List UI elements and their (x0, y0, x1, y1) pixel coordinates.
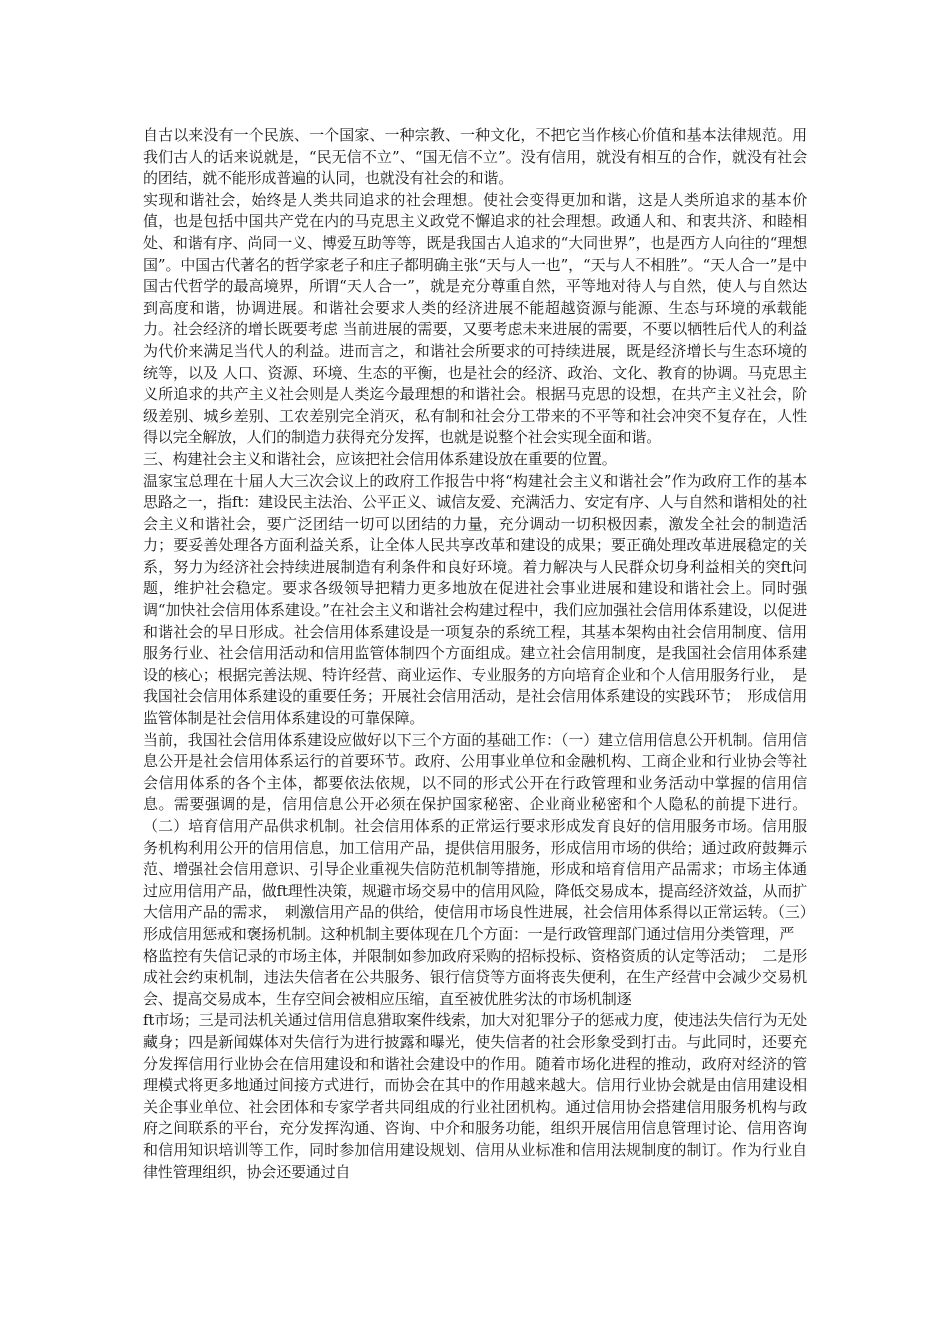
paragraph-judicial-and-associations: ft市场；三是司法机关通过信用信息猎取案件线索，加大对犯罪分子的惩戒力度，使违法失信行为无处藏身；四是新闻媒体对失信行为进行披露和曝光，使失信者的社会形象受到打击。与此同时，还要充分发挥信用行业协会在信用建设和和谐社会建设中的作用。随着市场化进程的推动，政府对经济的管理模式将更多地通过间接方式进行，而协会在其中的作用越来越大。信用行业协会就是由信用建设相关企事业单位、社会团体和专家学者共同组成的行业社团机构。通过信用协会搭建信用服务机构与政府之间联系的平台，充分发挥沟通、咨询、中介和服务功能，组织开展信用信息管理讨论、信用咨询和信用知识培训等工作，同时参加信用建设规划、信用从业标准和信用法规制度的制订。作为行业自律性管理组织，协会还要通过自 (143, 1011, 807, 1181)
paragraph-government-report: 温家宝总理在十届人大三次会议上的政府工作报告中将“构建社会主义和谐社会”作为政府工作的基本思路之一，指ft：建设民主法治、公平正义、诚信友爱、充满活力、安定有序、人与自然和谐相处的社会主义和谐社会，要广泛团结一切可以团结的力量，充分调动一切积极因素，激发全社会的制造活力；要妥善处理各方面利益关系，让全体人民共享改革和建设的成果；要正确处理改革进展稳定的关系，努力为经济社会持续进展制造有利条件和良好环境。着力解决与人民群众切身利益相关的突ft问题，维护社会稳定。要求各级领导把精力更多地放在促进社会事业进展和建设和谐社会上。同时强调“加快社会信用体系建设。”在社会主义和谐社会构建过程中，我们应加强社会信用体系建设，以促进和谐社会的早日形成。社会信用体系建设是一项复杂的系统工程，其基本架构由社会信用制度、信用服务行业、社会信用活动和信用监管体制四个方面组成。建立社会信用制度，是我国社会信用体系建设的核心；根据完善法规、特许经营、商业运作、专业服务的方向培育企业和个人信用服务行业， 是我国社会信用体系建设的重要任务；开展社会信用活动，是社会信用体系建设的实践环节； 形成信用监管体制是社会信用体系建设的可靠保障。 (143, 471, 807, 728)
document-body (143, 125, 807, 1183)
paragraph-social-constraint: 格监控有失信记录的市场主体，并限制如参加政府采购的招标投标、资格资质的认定等活动； 二是形成社会约束机制，违法失信者在公共服务、银行信贷等方面将丧失便利，在生产经营中会减少交易机会、提高交易成本，生存空间会被相应压缩，直至被优胜劣汰的市场机制逐 (143, 946, 807, 1008)
paragraph-harmonious-society: 实现和谐社会，始终是人类共同追求的社会理想。使社会变得更加和谐，这是人类所追求的基本价值，也是包括中国共产党在内的马克思主义政党不懈追求的社会理想。政通人和、和衷共济、和睦相处、和谐有序、尚同一义、博爱互助等等，既是我国古人追求的“大同世界”，也是西方人向往的“理想国”。中国古代著名的哲学家老子和庄子都明确主张“天与人一也”，“天与人不相胜”。“天人合一”是中国古代哲学的最高境界，所谓“天人合一”，就是充分尊重自然，平等地对待人与自然，使人与自然达到高度和谐，协调进展。和谐社会要求人类的经济进展不能超越资源与能源、生态与环境的承载能力。社会经济的增长既要考虑 当前进展的需要，又要考虑未来进展的需要，不要以牺牲后代人的利益为代价来满足当代人的利益。进而言之，和谐社会所要求的可持续进展，既是经济增长与生态环境的统等，以及 人口、资源、环境、生态的平衡，也是社会的经济、政治、文化、教育的协调。马克思主义所追求的共产主义社会则是人类迄今最理想的和谐社会。根据马克思的设想，在共产主义社会，阶级差别、城乡差别、工农差别完全消灭，私有制和社会分工带来的不平等和社会冲突不复存在，人性得以完全解放，人们的制造力获得充分发挥，也就是说整个社会实现全面和谐。 (143, 190, 807, 447)
paragraph-credit-core-value: 自古以来没有一个民族、一个国家、一种宗教、一种文化，不把它当作核心价值和基本法律规范。用我们古人的话来说就是，“民无信不立”、“国无信不立”。没有信用，就没有相互的合作，就没有社会的团结，就不能形成普遍的认同，也就没有社会的和谐。 (143, 126, 807, 188)
section-heading-three: 三、构建社会主义和谐社会，应该把社会信用体系建设放在重要的位置。 (143, 449, 617, 468)
paragraph-three-basic-tasks: 当前，我国社会信用体系建设应做好以下三个方面的基础工作：（一）建立信用信息公开机制。信用信息公开是社会信用体系运行的首要环节。政府、公用事业单位和金融机构、工商企业和行业协会等社会信用体系的各个主体，都要依法依规，以不同的形式公开在行政管理和业务活动中掌握的信用信息。需要强调的是，信用信息公开必须在保护国家秘密、企业商业秘密和个人隐私的前提下进行。（二）培育信用产品供求机制。社会信用体系的正常运行要求形成发育良好的信用服务市场。信用服务机构利用公开的信用信息，加工信用产品，提供信用服务，形成信用市场的供给；通过政府鼓舞示范、增强社会信用意识、引导企业重视失信防范机制等措施，形成和培育信用产品需求；市场主体通过应用信用产品，做ft理性决策，规避市场交易中的信用风险，降低交易成本，提高经济效益，从而扩大信用产品的需求， 刺激信用产品的供给，使信用市场良性进展，社会信用体系得以正常运转。（三）形成信用惩戒和褒扬机制。这种机制主要体现在几个方面：一是行政管理部门通过信用分类管理，严 (143, 730, 807, 943)
